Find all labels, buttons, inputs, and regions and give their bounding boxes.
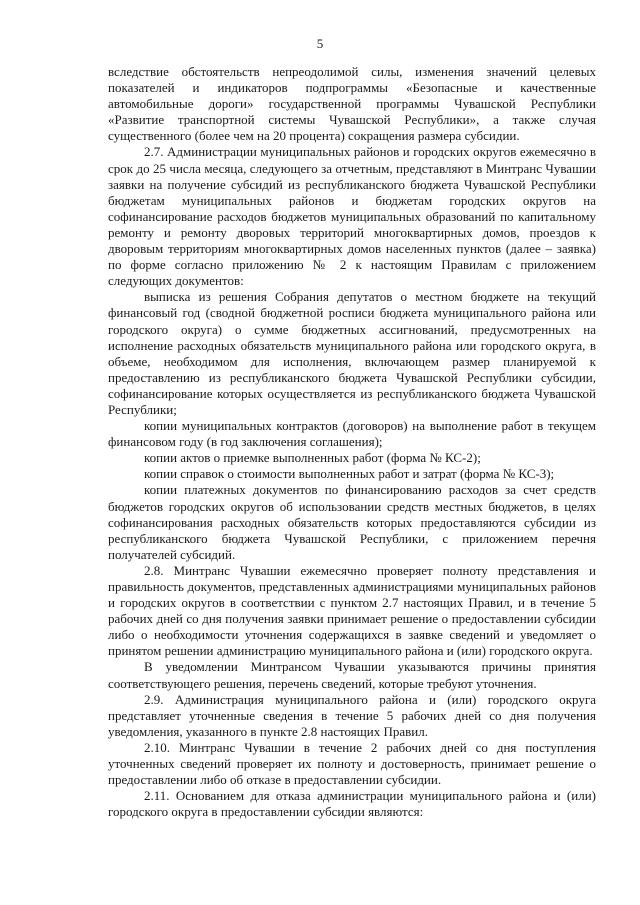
paragraph-ks2: копии актов о приемке выполненных работ (форма № КС-2); bbox=[144, 450, 481, 466]
paragraph-2-8: 2.8. Минтранс Чувашии ежемесячно проверяет полноту представления и правильность документов, представленных администрациями муниципальных районов и городских округов в соответствии с пунктом 2.7 настоящих Правил, и в течение 5 рабочих дней со дня получения заявки принимает решение о предоставлении субсидии либо о необходимости уточнения содержащихся в заявке сведений и уведомляет о принятом решении администрацию муниципального района и (или) городского округа. bbox=[108, 562, 596, 659]
paragraph-2-11: 2.11. Основанием для отказа администрации муниципального района и (или) городского округа в предоставлении субсидии являются: bbox=[108, 788, 596, 820]
paragraph-contracts: копии муниципальных контрактов (договоров) на выполнение работ в текущем финансовом году (в год заключения соглашения); bbox=[108, 418, 596, 450]
paragraph-notice: В уведомлении Минтрансом Чувашии указываются причины принятия соответствующего решения, перечень сведений, которые требуют уточнения. bbox=[108, 659, 596, 691]
paragraph-continuation: вследствие обстоятельств непреодолимой силы, изменения значений целевых показателей и индикаторов подпрограммы «Безопасные и качественные автомобильные дороги» государственной программы Чувашской Республики «Развитие транспортной системы Чувашской Республики», а также случая существенного (более чем на 20 процента) сокращения размера субсидии. bbox=[108, 64, 596, 144]
paragraph-budget-extract: выписка из решения Собрания депутатов о местном бюджете на текущий финансовый год (сводной бюджетной росписи бюджета муниципального района или городского округа) о сумме бюджетных ассигнований, предусмотренных на исполнение расходных обязательств муниципального района или городского округа, в объеме, необходимом для исполнения, включающем размер планируемой к предоставлению из республиканского бюджета Чувашской Республики субсидии, софинансирование которых осуществляется из республиканского бюджета Чувашской Республики; bbox=[108, 289, 596, 417]
paragraph-2-7: 2.7. Администрации муниципальных районов и городских округов ежемесячно в срок до 25 числа месяца, следующего за отчетным, представляют в Минтранс Чувашии заявки на получение субсидий из республиканского бюджета Чувашской Республики бюджетам муниципальных районов и бюджетам городских округов на софинансирование расходов бюджетов муниципальных образований по капитальному ремонту и ремонту дворовых территорий многоквартирных домов, проездов к дворовым территориям многоквартирных домов населенных пунктов (далее – заявка) по форме согласно приложению № 2 к настоящим Правилам с приложением следующих документов: bbox=[108, 144, 596, 289]
paragraph-2-9: 2.9. Администрация муниципального района и (или) городского округа представляет уточненные сведения в течение 5 рабочих дней со дня получения уведомления, указанного в пункте 2.8 настоящих Правил. bbox=[108, 691, 596, 739]
paragraph-2-10: 2.10. Минтранс Чувашии в течение 2 рабочих дней со дня поступления уточненных сведений проверяет их полноту и достоверность, принимает решение о предоставлении либо об отказе в предоставлении субсидии. bbox=[108, 739, 596, 788]
paragraph-ks3: копии справок о стоимости выполненных работ и затрат (форма № КС-3); bbox=[144, 466, 555, 482]
page-number: 5 bbox=[316, 36, 324, 51]
paragraph-payments: копии платежных документов по финансированию расходов за счет средств бюджетов городских округов об использовании средств местных бюджетов, в целях софинансирования расходных обязательств которых предоставляются субсидии из республиканского бюджета Чувашской Республики, с приложением перечня получателей субсидий. bbox=[108, 482, 596, 562]
document-body bbox=[108, 64, 596, 820]
